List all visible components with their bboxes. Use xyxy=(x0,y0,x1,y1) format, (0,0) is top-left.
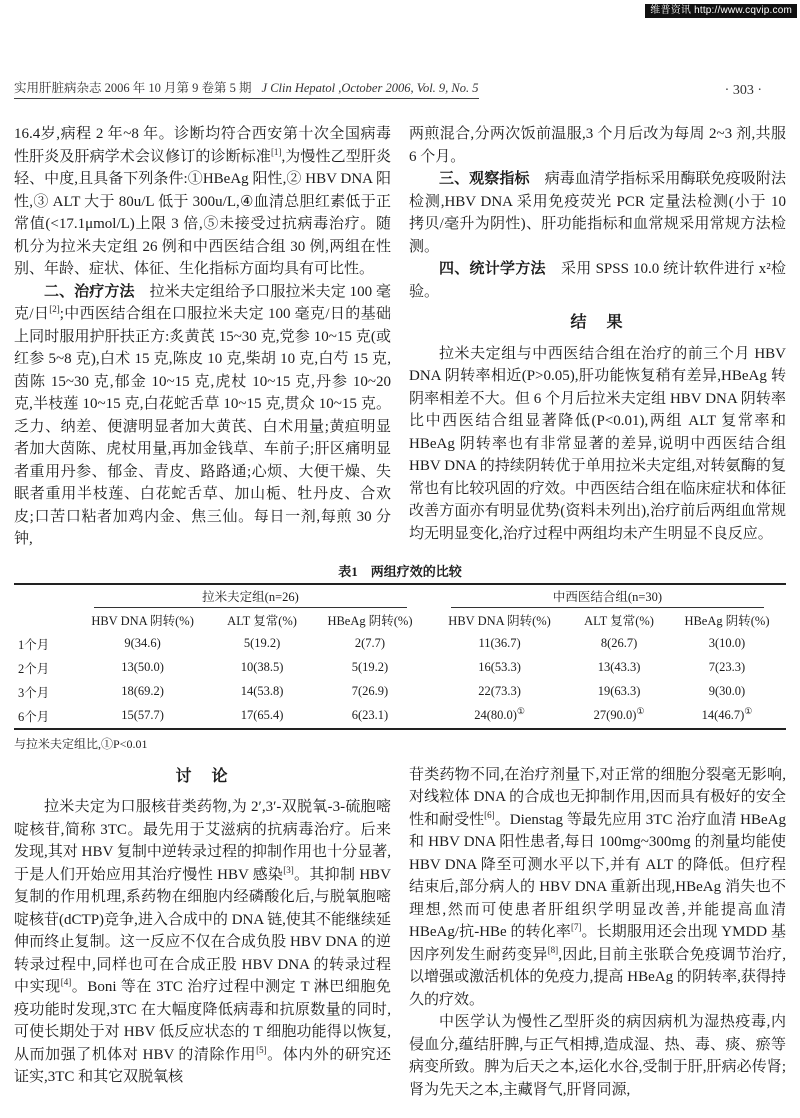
methods-results-section xyxy=(14,123,786,551)
table-cell: 7(26.9) xyxy=(351,684,389,698)
column-header-blank xyxy=(14,608,72,632)
table-cell: 16(53.3) xyxy=(478,660,521,674)
table-cell: 14(53.8) xyxy=(240,684,284,698)
watermark-badge: 维普资讯 http://www.cqvip.com xyxy=(645,4,797,18)
table-group-header-row xyxy=(14,584,786,608)
table-cell: 7(23.3) xyxy=(708,660,746,674)
column-header: ALT 复常(%) xyxy=(584,613,654,628)
results-heading: 结 果 xyxy=(570,314,625,331)
paragraph-results: 拉米夫定组与中西医结合组在治疗的前三个月 HBV DNA 阴转率相近(P>0.05),肝功能恢复稍有差异,HBeAg 转阴率相差不大。但 6 个月后拉米夫定组 HBV DNA 阴转率比中西医结合组显著降低(P<0.01),两组 ALT 复常率和 HBeAg 阴转率也有非常显著的差异,说明中西医结合组 HBV DNA 的持续阴转优于单用拉米夫定组,对转氨酶的复常也有比较巩固的疗效。中西医结合组在临床症状和体征改善方面亦有明显优势(资料未列出),治疗前后两组血常规均无明显变化,治疗过程中两组均未产生明显不良反应。 xyxy=(409,345,786,542)
table-row xyxy=(14,680,786,704)
column-header: HBV DNA 阴转(%) xyxy=(448,613,551,628)
column-header: HBeAg 阴转(%) xyxy=(327,613,413,628)
table-cell: 22(73.3) xyxy=(478,684,521,698)
paragraph-discussion-2: 苷类药物不同,在治疗剂量下,对正常的细胞分裂毫无影响,对线粒体 DNA 的合成也无抑制作用,因而具有极好的安全性和耐受性[6]。Dienstag 等最先应用 3TC 治疗血清 HBeAg 和 HBV DNA 阳性患者,每日 100mg~300mg 的剂量均能使 HBV DNA 降至可测水平以下,并有 ALT 的降低。但疗程结束后,部分病人的 HBV DNA 重新出现,HBeAg 消失也不理想,然而可使患者肝组织学明显改善,并能提高血清 HBeAg/抗-HBe 的转化率[7]。长期服用还会出现 YMDD 基因序列发生耐药变异[8],因此,目前主张联合免疫调节治疗,以增强或激活机体的免疫力,提高 HBeAg 的阴转率,获得持久的疗效。 xyxy=(409,766,786,1008)
row-label: 3个月 xyxy=(18,685,50,700)
group-header-lamivudine: 拉米夫定组(n=26) xyxy=(72,584,429,608)
table-1-block xyxy=(14,561,786,752)
paragraph-patients: 16.4岁,病程 2 年~8 年。诊断均符合西安第十次全国病毒性肝炎及肝病学术会议修订的诊断标准[1],为慢性乙型肝炎轻、中度,且具备下列条件:①HBeAg 阳性,② HBV DNA 阳性,③ ALT 大于 80u/L 低于 300u/L,④血清总胆红素低于正常值(<17.1μmol/L)上限 3 倍,⑤未接受过抗病毒治疗。随机分为拉米夫定组 26 例和中西医结合组 30 例,两组在性别、年龄、症状、体征、生化指标方面均具有可比性。 xyxy=(14,126,391,277)
left-column-top xyxy=(14,123,391,551)
paragraph-observation-index: 三、观察指标 病毒血清学指标采用酶联免疫吸附法检测,HBV DNA 采用免疫荧光 PCR 定量法检测(小于 10 拷贝/毫升为阴性)、肝功能指标和血常规采用常规方法检测。 xyxy=(409,171,786,255)
table-cell: 2(7.7) xyxy=(354,636,386,650)
run-in-heading-observation: 三、观察指标 xyxy=(439,171,530,187)
journal-citation xyxy=(14,78,479,99)
table-cell: 11(36.7) xyxy=(478,636,521,650)
table-row xyxy=(14,632,786,656)
table-stub-header xyxy=(14,584,72,608)
page-number: · 303 · xyxy=(724,83,762,98)
table-cell: 9(34.6) xyxy=(124,636,161,650)
table-cell: 19(63.3) xyxy=(597,684,641,698)
paragraph-statistics-method: 四、统计学方法 采用 SPSS 10.0 统计软件进行 x²检验。 xyxy=(409,261,786,300)
discussion-section xyxy=(14,764,786,1102)
column-header: HBeAg 阴转(%) xyxy=(684,613,770,628)
table-cell: 5(19.2) xyxy=(243,636,281,650)
table-cell: 17(65.4) xyxy=(240,708,284,722)
page-header xyxy=(14,78,786,99)
discussion-heading: 讨 论 xyxy=(175,767,230,785)
table-cell: 8(26.7) xyxy=(600,636,638,650)
table-cell: 6(23.1) xyxy=(351,708,389,722)
paragraph-discussion-tcm: 中医学认为慢性乙型肝炎的病因病机为湿热疫毒,内侵血分,蕴结肝脾,与正气相搏,造成湿、热、毒、痰、瘀等病变所致。脾为后天之本,运化水谷,受制于肝,肝病必传肾;肾为先天之本,主藏肾气,肝肾同源, xyxy=(409,1014,786,1098)
table-cell: 3(10.0) xyxy=(708,636,746,650)
column-header: HBV DNA 阴转(%) xyxy=(91,613,194,628)
run-in-heading-treatment: 二、治疗方法 xyxy=(44,283,135,300)
table-cell: 27(90.0)① xyxy=(593,705,645,722)
table-row xyxy=(14,704,786,729)
right-column-top xyxy=(409,123,786,551)
table-cell: 18(69.2) xyxy=(121,684,164,698)
group-header-integrative: 中西医结合组(n=30) xyxy=(429,584,786,608)
table-cell: 24(80.0)① xyxy=(474,705,525,722)
efficacy-comparison-table xyxy=(14,583,786,730)
table-cell: 13(43.3) xyxy=(597,660,641,674)
table-cell: 10(38.5) xyxy=(240,660,284,674)
table-row xyxy=(14,656,786,680)
table-title: 表1 两组疗效的比较 xyxy=(338,563,462,579)
table-column-header-row xyxy=(14,608,786,632)
table-cell: 13(50.0) xyxy=(121,660,164,674)
paragraph-dosing-continuation: 两煎混合,分两次饭前温服,3 个月后改为每周 2~3 剂,共服 6 个月。 xyxy=(409,126,786,165)
run-in-heading-statistics: 四、统计学方法 xyxy=(439,261,546,277)
row-label: 1个月 xyxy=(18,637,50,652)
left-column-discussion xyxy=(14,764,391,1102)
row-label: 2个月 xyxy=(18,661,50,676)
table-cell: 15(57.7) xyxy=(121,708,164,722)
right-column-discussion xyxy=(409,764,786,1102)
table-footnote: 与拉米夫定组比,①P<0.01 xyxy=(14,736,148,751)
journal-title-en: J Clin Hepatol ,October 2006, Vol. 9, No. 5 xyxy=(261,81,479,95)
table-cell: 9(30.0) xyxy=(708,684,746,698)
paragraph-treatment-method: 二、治疗方法 拉米夫定组给予口服拉米夫定 100 毫克/日[2];中西医结合组在口服拉米夫定 100 毫克/日的基础上同时服用护肝扶正方:炙黄芪 15~30 克,党参 10~15 克(或红参 5~8 克),白术 15 克,陈皮 10 克,柴胡 10 克,白芍 15 克,茵陈 15~30 克,郁金 10~15 克,虎杖 10~15 克,丹参 10~20 克,半枝莲 10~15 克,白花蛇舌草 10~15 克,贯众 10~15 克。乏力、纳差、便溏明显者加大黄芪、白术用量;黄疸明显者加大茵陈、虎杖用量,再加金钱草、车前子;肝区痛明显者重用丹参、郁金、青皮、路路通;心烦、大便干燥、失眠者重用半枝莲、白花蛇舌草、加山栀、牡丹皮、合欢皮;口苦口粘者加鸡内金、焦三仙。每日一剂,每煎 30 分钟, xyxy=(14,283,391,547)
journal-title-cn: 实用肝脏病杂志 2006 年 10 月第 9 卷第 5 期 xyxy=(14,81,252,95)
row-label: 6个月 xyxy=(18,709,50,724)
paragraph-discussion-1: 拉米夫定为口服核苷类药物,为 2′,3′-双脱氧-3-硫胞嘧啶核苷,简称 3TC。最先用于艾滋病的抗病毒治疗。后来发现,其对 HBV 复制中逆转录过程的抑制作用也十分显著,于是人们开始应用其治疗慢性 HBV 感染[3]。其抑制 HBV 复制的作用机理,系药物在细胞内经磷酸化后,与脱氧胞嘧啶核苷(dCTP)竞争,进入合成中的 DNA 链,使其不能继续延伸而终止复制。这一反应不仅在合成负股 HBV DNA 的逆转录过程中,同样也可在合成正股 HBV DNA 的转录过程中实现[4]。Boni 等在 3TC 治疗过程中测定 T 淋巴细胞免疫功能时发现,3TC 在大幅度降低病毒和抗原数量的同时,可使长期处于对 HBV 低反应状态的 T 细胞功能得以恢复,从而加强了机体对 HBV 的清除作用[5]。体内外的研究还证实,3TC 和其它双脱氧核 xyxy=(14,799,391,1085)
table-cell: 14(46.7)① xyxy=(701,705,753,722)
table-cell: 5(19.2) xyxy=(351,660,389,674)
column-header: ALT 复常(%) xyxy=(227,613,297,628)
